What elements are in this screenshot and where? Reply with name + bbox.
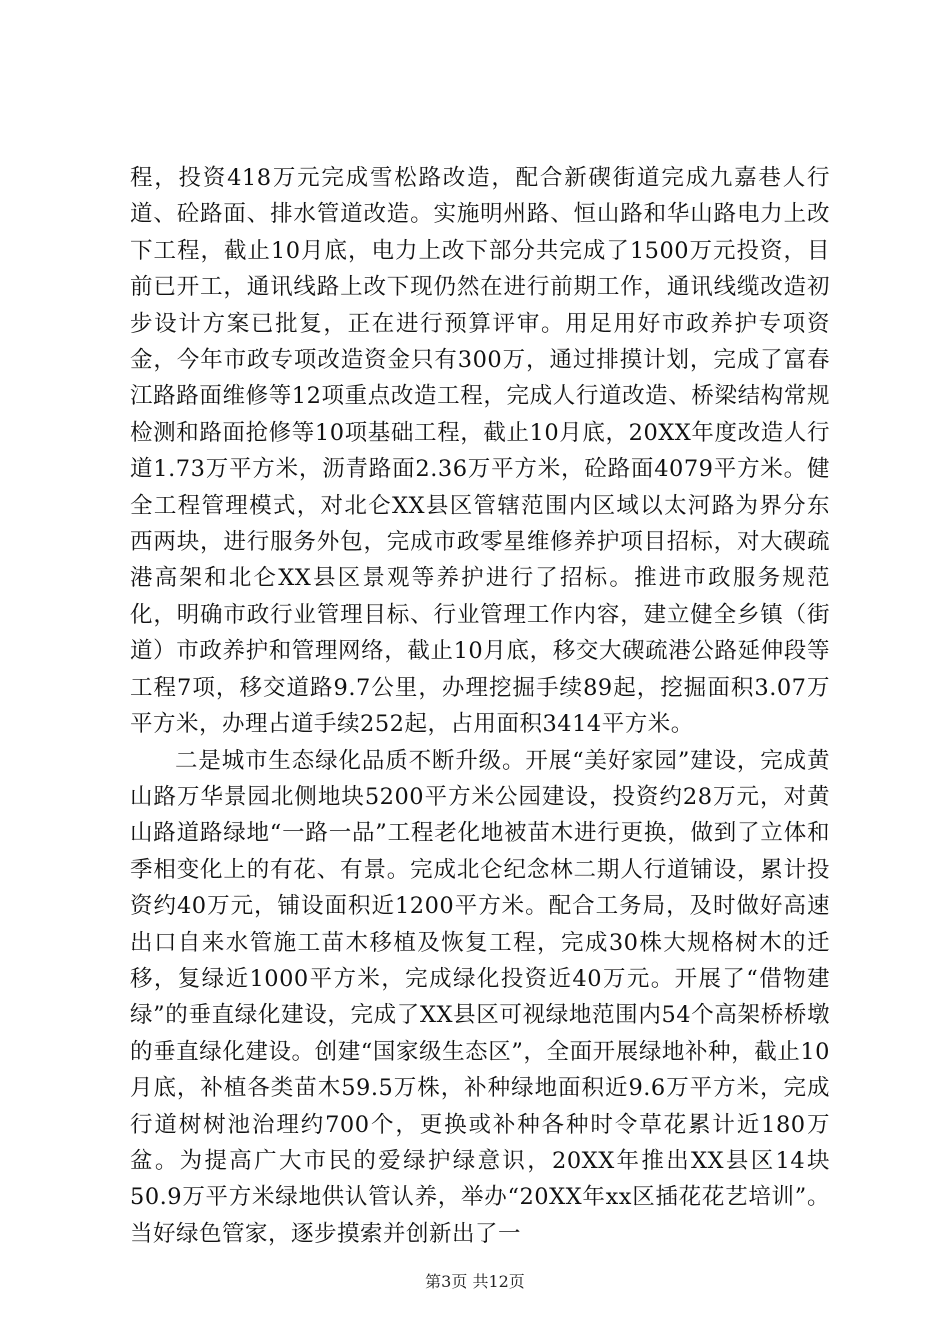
paragraph-municipal-works: 程，投资418万元完成雪松路改造，配合新碶街道完成九嘉巷人行道、砼路面、排水管道改造。实施明州路、恒山路和华山路电力上改下工程，截止10月底，电力上改下部分共完成了1500万元投资，目前已开工，通讯线路上改下现仍然在进行前期工作，通讯线缆改造初步设计方案已批复，正在进行预算评审。用足用好市政养护专项资金，今年市政专项改造资金只有300万，通过排摸计划，完成了富春江路路面维修等12项重点改造工程，完成人行道改造、桥梁结构常规检测和路面抢修等10项基础工程，截止10月底，20XX年度改造人行道1.73万平方米，沥青路面2.36万平方米，砼路面4079平方米。健全工程管理模式，对北仑XX县区管辖范围内区域以太河路为界分东西两块，进行服务外包，完成市政零星维修养护项目招标，对大碶疏港高架和北仑XX县区景观等养护进行了招标。推进市政服务规范化，明确市政行业管理目标、行业管理工作内容，建立健全乡镇（街道）市政养护和管理网络，截止10月底，移交大碶疏港公路延伸段等工程7项，移交道路9.7公里，办理挖掘手续89起，挖掘面积3.07万平方米，办理占道手续252起，占用面积3414平方米。	[130, 165, 830, 738]
paragraph-ecological-greening: 二是城市生态绿化品质不断升级。开展“美好家园”建设，完成黄山路万华景园北侧地块5200平方米公园建设，投资约28万元，对黄山路道路绿地“一路一品”工程老化地被苗木进行更换，做到了立体和季相变化上的有花、有景。完成北仑纪念林二期人行道铺设，累计投资约40万元，铺设面积近1200平方米。配合工务局，及时做好高速出口自来水管施工苗木移植及恢复工程，完成30株大规格树木的迁移，复绿近1000平方米，完成绿化投资近40万元。开展了“借物建绿”的垂直绿化建设，完成了XX县区可视绿地范围内54个高架桥桥墩的垂直绿化建设。创建“国家级生态区”，全面开展绿地补种，截止10月底，补植各类苗木59.5万株，补种绿地面积近9.6万平方米，完成行道树树池治理约700个，更换或补种各种时令草花累计近180万盆。为提高广大市民的爱绿护绿意识，20XX年推出XX县区14块50.9万平方米绿地供认管认养，举办“20XX年xx区插花花艺培训”。当好绿色管家，逐步摸索并创新出了一	[130, 747, 830, 1247]
page-number-footer: 第3页 共12页	[425, 1272, 525, 1291]
document-body	[130, 160, 830, 1252]
